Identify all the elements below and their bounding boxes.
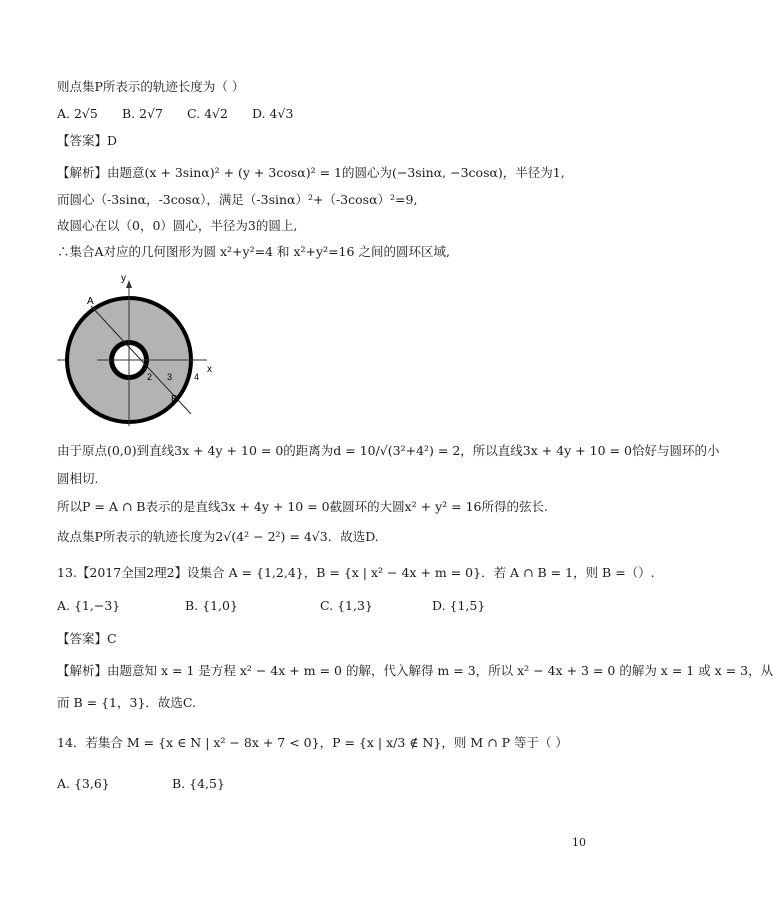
analysis-line-7: 所以P = A ∩ B表示的是直线3x + 4y + 10 = 0截圆环的大圆x² + y² = 16所得的弦长.	[57, 499, 548, 514]
label-4: 4	[194, 372, 200, 382]
answer-label: 【答案】D	[57, 133, 118, 148]
page-number: 10	[572, 836, 586, 849]
label-a: A	[87, 296, 94, 307]
option-c: C. 4√2	[187, 106, 228, 121]
analysis-line-1: 【解析】由题意(x + 3sinα)² + (y + 3cosα)² = 1的圆心为(−3sinα, −3cosα)，半径为1,	[57, 165, 565, 180]
analysis-line-3: 故圆心在以（0，0）圆心，半径为3的圆上,	[57, 218, 298, 233]
label-b: B	[171, 394, 178, 405]
question-top-text: 则点集P所表示的轨迹长度为（ ）	[57, 79, 245, 94]
question-14-text: 14．若集合 M = {x ∈ N | x² − 8x + 7 < 0}，P = {x | x/3 ∉ N}，则 M ∩ P 等于（ ）	[57, 735, 568, 750]
q13-option-a: A. {1,−3}	[57, 598, 121, 613]
option-d: D. 4√3	[252, 106, 294, 121]
analysis-line-8: 故点集P所表示的轨迹长度为2√(4² − 2²) = 4√3．故选D.	[57, 529, 379, 544]
analysis-line-6: 圆相切.	[57, 471, 99, 486]
analysis-line-2: 而圆心（-3sinα，-3cosα），满足（-3sinα）²+（-3cosα）²=9,	[57, 192, 418, 207]
q13-option-c: C. {1,3}	[320, 598, 373, 613]
label-x: x	[207, 364, 212, 375]
analysis-line-4: ∴集合A对应的几何图形为圆 x²+y²=4 和 x²+y²=16 之间的圆环区域,	[57, 244, 450, 259]
q14-option-a: A. {3,6}	[57, 776, 110, 791]
annulus-figure	[57, 268, 237, 428]
option-a: A. 2√5	[57, 106, 98, 121]
analysis-line-5: 由于原点(0,0)到直线3x + 4y + 10 = 0的距离为d = 10/√(3²+4²) = 2，所以直线3x + 4y + 10 = 0恰好与圆环的小	[57, 443, 720, 458]
q13-option-b: B. {1,0}	[185, 598, 238, 613]
label-3: 3	[167, 372, 173, 382]
q13-analysis-line-1: 【解析】由题意知 x = 1 是方程 x² − 4x + m = 0 的解，代入解得 m = 3，所以 x² − 4x + 3 = 0 的解为 x = 1 或 x = 3，从	[57, 663, 773, 678]
q13-option-d: D. {1,5}	[432, 598, 486, 613]
label-2: 2	[147, 372, 153, 382]
option-b: B. 2√7	[122, 106, 164, 121]
q14-option-b: B. {4,5}	[172, 776, 225, 791]
question-13-text: 13.【2017全国2理2】设集合 A = {1,2,4}，B = {x | x² − 4x + m = 0}．若 A ∩ B = 1，则 B =（）.	[57, 565, 655, 580]
label-y: y	[121, 273, 126, 284]
q13-analysis-line-2: 而 B = {1，3}．故选C.	[57, 695, 196, 710]
q13-answer: 【答案】C	[57, 631, 117, 646]
